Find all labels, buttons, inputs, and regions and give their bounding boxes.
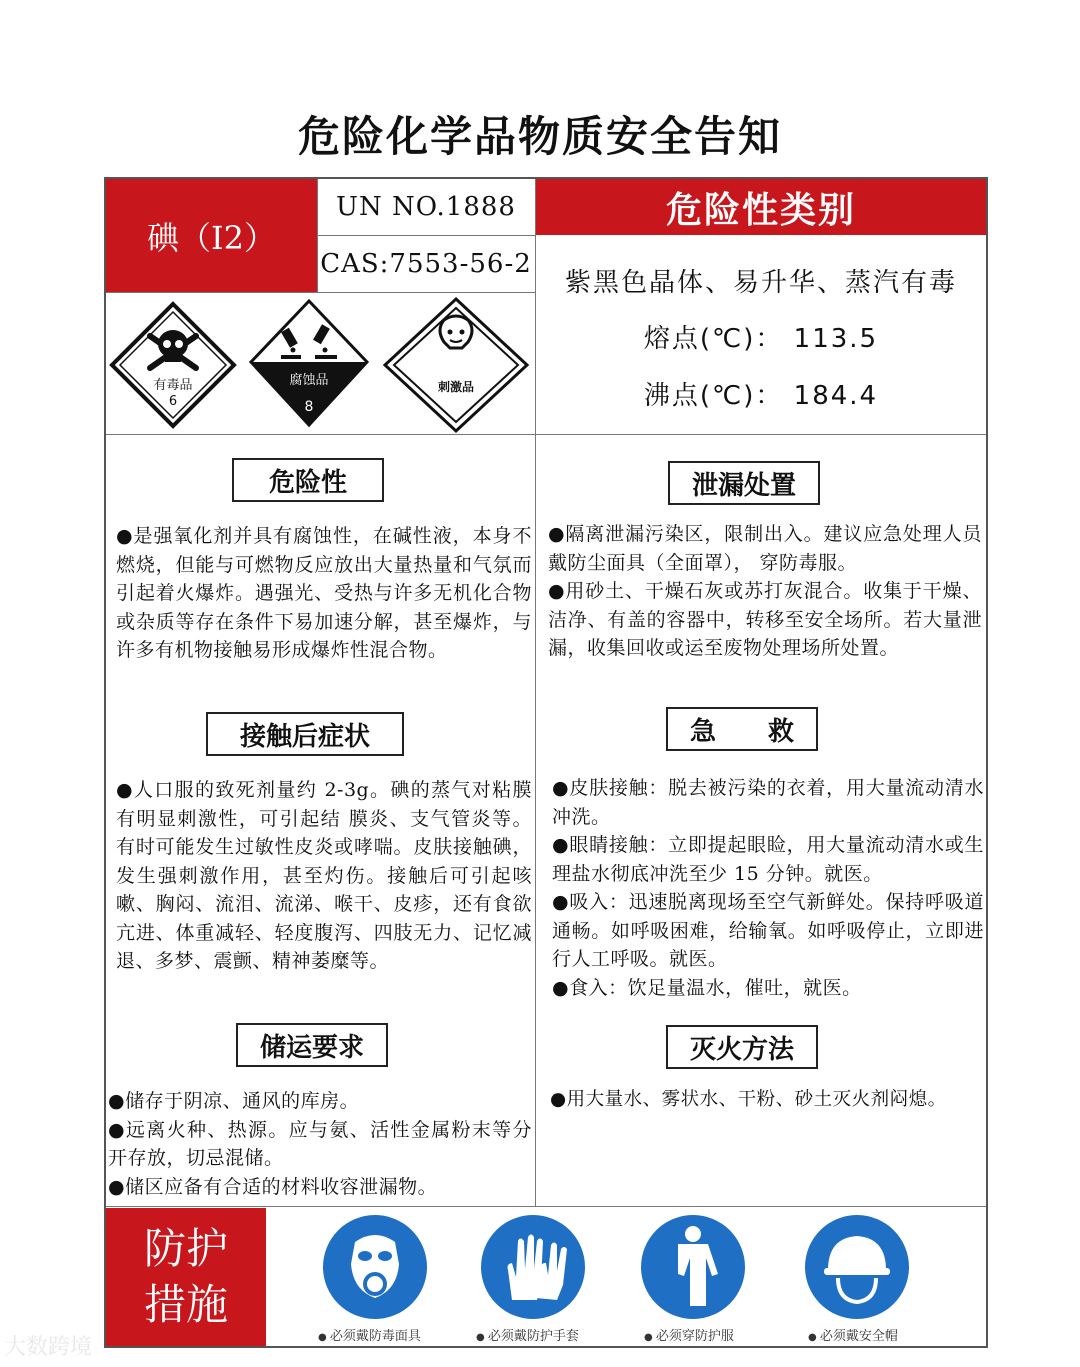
chemical-name-cell [106, 179, 317, 292]
safety-helmet-icon [802, 1212, 912, 1322]
section-fire-heading: 灭火方法 [666, 1025, 818, 1069]
pictogram-toxic-number: 6 [168, 394, 178, 409]
melting-point: 熔点(℃)： 113.5 [643, 324, 879, 354]
hazard-description: 紫黑色晶体、易升华、蒸汽有毒 [564, 268, 957, 298]
boiling-point: 沸点(℃)： 184.4 [643, 381, 879, 411]
protective-gloves-icon [478, 1212, 588, 1322]
chemical-name: 碘（I2） [146, 218, 276, 257]
pictogram-toxic [108, 300, 238, 430]
protection-label-line2: 措施 [143, 1280, 228, 1329]
page-title: 危险化学品物质安全告知 [297, 112, 782, 161]
hazard-category-header [536, 179, 986, 235]
pictogram-irritant-label: 刺激品 [437, 380, 474, 394]
section-symptoms-heading: 接触后症状 [206, 712, 404, 756]
pictogram-irritant [382, 296, 530, 434]
cas-number: CAS:7553-56-2 [320, 249, 532, 279]
un-number: UN NO.1888 [336, 192, 516, 222]
section-first-aid-heading: 急 救 [666, 707, 818, 751]
protective-suit-icon [638, 1212, 748, 1322]
ppe-gas-mask [320, 1212, 430, 1322]
hazard-category-heading: 危险性类别 [665, 189, 856, 231]
ppe-helmet [802, 1212, 912, 1322]
section-leak-heading: 泄漏处置 [668, 461, 820, 505]
section-leak-text: ●隔离泄漏污染区，限制出入。建议应急处理人员戴防尘面具（全面罩）， 穿防毒服。 ●用砂土、干燥石灰或苏打灰混合。收集于干燥、洁净、有盖的容器中，转移至安全场所。若大量泄漏，收集回收或运至废物处理场所处置。 [548, 523, 982, 659]
pictogram-toxic-label: 有毒品 [153, 378, 193, 393]
section-fire-text: ●用大量水、雾状水、干粉、砂土灭火剂闷熄。 [550, 1089, 947, 1110]
section-hazard-text: ●是强氧化剂并具有腐蚀性，在碱性液，本身不燃烧，但能与可燃物反应放出大量热量和气氛而引起着火爆炸。遇强光、受热与许多无机化合物或杂质等存在条件下易加速分解，甚至爆炸，与许多有机物接触易形成爆炸性混合物。 [116, 525, 532, 661]
section-storage-text: ●储存于阴凉、通风的库房。 ●远离火种、热源。应与氨、活性金属粉末等分 开存放，切忌混储。 ●储区应备有合适的材料收容泄漏物。 [108, 1090, 532, 1198]
ppe-helmet-caption: ● 必须戴安全帽 [808, 1325, 898, 1344]
pictogram-corrosive-label: 腐蚀品 [289, 373, 329, 388]
un-number-cell [318, 179, 534, 235]
ppe-suit-caption: ● 必须穿防护服 [644, 1325, 734, 1344]
section-symptoms-text: ●人口服的致死剂量约 2-3g。碘的蒸气对粘膜有明显刺激性，可引起结 膜炎、支气管炎等。有时可能发生过敏性皮炎或哮喘。皮肤接触碘，发生强刺激作用，甚至灼伤。接触后可引起咳嗽、胸闷、流泪、流涕、喉干、皮疹，还有食欲亢进、体重减轻、轻度腹泻、四肢无力、记忆减退、多梦、震颤、精神萎糜等。 [116, 779, 532, 972]
gas-mask-icon [320, 1212, 430, 1322]
ppe-gas-mask-caption: ● 必须戴防毒面具 [318, 1325, 421, 1344]
pictogram-corrosive [247, 297, 371, 431]
section-storage-heading: 储运要求 [236, 1023, 388, 1067]
watermark: 大数跨境 [4, 1335, 93, 1360]
pictogram-corrosive-number: 8 [304, 399, 314, 415]
section-hazard-heading: 危险性 [232, 458, 384, 502]
cas-number-cell [318, 236, 534, 292]
ppe-suit [638, 1212, 748, 1322]
protection-label-line1: 防护 [143, 1224, 228, 1273]
section-first-aid-text: ●皮肤接触：脱去被污染的衣着，用大量流动清水冲洗。 ●眼睛接触：立即提起眼睑，用大量流动清水或生理盐水彻底冲洗至少 15 分钟。就医。 ●吸入：迅速脱离现场至空气新鲜处。保持呼吸道通畅。如呼吸困难，给输氧。如呼吸停止，立即进行人工呼吸。就医。 ●食入：饮足量温水，催吐，就医。 [552, 777, 984, 999]
ppe-gloves [478, 1212, 588, 1322]
protection-label-cell [106, 1208, 266, 1346]
ppe-gloves-caption: ● 必须戴防护手套 [476, 1325, 579, 1344]
